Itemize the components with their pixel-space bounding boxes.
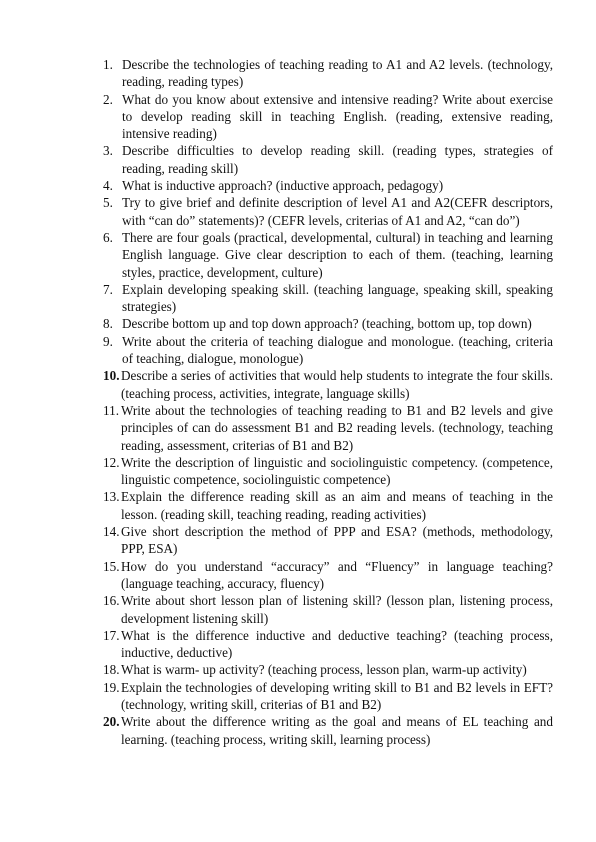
question-item-8: [103, 315, 553, 332]
question-number: 16.: [103, 593, 120, 609]
question-item-2: [103, 91, 553, 143]
question-number: 17.: [103, 627, 120, 643]
question-item-9: [103, 333, 553, 368]
question-item-20: [103, 713, 553, 748]
question-item-18: [103, 661, 553, 678]
question-number: 18.: [103, 662, 120, 678]
question-number: 2.: [103, 91, 113, 107]
question-text: Try to give brief and definite description of level A1 and A2(CEFR descriptors, with “can do” statements)? (CEFR levels, criterias of A1 and A2, “can do”): [122, 195, 553, 228]
question-text: Explain developing speaking skill. (teaching language, speaking skill, speaking strategies): [122, 281, 553, 315]
question-item-10: [103, 367, 553, 402]
question-number: 12.: [103, 454, 120, 470]
question-item-19: [103, 679, 553, 714]
question-item-1: [103, 56, 553, 91]
question-item-6: [103, 229, 553, 281]
question-text: There are four goals (practical, developmental, cultural) in teaching and learning English language. Give clear description to each of them. (teaching, learning styles, practice, development, culture): [122, 229, 553, 280]
question-text: Describe bottom up and top down approach? (teaching, bottom up, top down): [122, 316, 532, 332]
question-text: Write about the difference writing as the goal and means of EL teaching and learning. (teaching process, writing skill, learning process): [121, 714, 553, 747]
question-item-5: [103, 194, 553, 229]
question-number: 11.: [103, 402, 119, 418]
question-text: Write the description of linguistic and sociolinguistic competency. (competence, linguistic competence, sociolinguistic competence): [121, 454, 553, 488]
question-number: 1.: [103, 57, 113, 72]
question-text: Give short description the method of PPP and ESA? (methods, methodology, PPP, ESA): [121, 524, 553, 557]
question-text: Explain the difference reading skill as an aim and means of teaching in the lesson. (reading skill, teaching reading, reading activities): [121, 489, 553, 522]
question-item-3: [103, 142, 553, 177]
question-number: 5.: [103, 195, 113, 211]
question-text: What is inductive approach? (inductive approach, pedagogy): [122, 178, 444, 194]
question-item-13: [103, 488, 553, 523]
question-number: 7.: [103, 281, 113, 297]
question-item-7: [103, 281, 553, 316]
question-number: 10.: [103, 368, 120, 384]
question-list: [103, 56, 553, 748]
question-text: Describe difficulties to develop reading skill. (reading types, strategies of reading, reading skill): [122, 143, 553, 176]
question-number: 6.: [103, 229, 113, 245]
question-item-11: [103, 402, 553, 454]
question-number: 15.: [103, 558, 120, 574]
question-item-14: [103, 523, 553, 558]
question-number: 14.: [103, 524, 120, 540]
question-text: What do you know about extensive and intensive reading? Write about exercise to develop reading skill in teaching English. (reading, extensive reading, intensive reading): [122, 91, 553, 142]
question-number: 20.: [103, 714, 120, 730]
question-number: 19.: [103, 679, 120, 695]
question-item-17: [103, 627, 553, 662]
question-item-4: [103, 177, 553, 194]
question-number: 4.: [103, 178, 113, 194]
question-number: 8.: [103, 316, 113, 332]
question-text: Write about short lesson plan of listening skill? (lesson plan, listening process, development listening skill): [121, 593, 553, 626]
question-text: What is the difference inductive and deductive teaching? (teaching process, inductive, deductive): [121, 627, 553, 661]
question-text: Explain the technologies of developing writing skill to B1 and B2 levels in EFT? (technology, writing skill, criterias of B1 and B2): [121, 679, 553, 712]
question-number: 9.: [103, 333, 113, 349]
question-text: Describe the technologies of teaching reading to A1 and A2 levels. (technology, reading, reading types): [122, 57, 553, 90]
question-item-12: [103, 454, 553, 489]
question-item-15: [103, 558, 553, 593]
question-text: What is warm- up activity? (teaching process, lesson plan, warm-up activity): [121, 662, 527, 678]
question-text: Write about the technologies of teaching reading to B1 and B2 levels and give principles of can do assessment B1 and B2 reading levels. (technology, teaching reading, assessment, criterias of B1 and B2): [121, 402, 553, 453]
question-number: 3.: [103, 143, 113, 159]
question-text: Write about the criteria of teaching dialogue and monologue. (teaching, criteria of teaching, dialogue, monologue): [122, 333, 553, 367]
question-text: How do you understand “accuracy” and “Fluency” in language teaching? (language teaching, accuracy, fluency): [121, 558, 553, 591]
question-text: Describe a series of activities that would help students to integrate the four skills. (teaching process, activities, integrate, language skills): [121, 368, 553, 401]
question-number: 13.: [103, 489, 120, 505]
question-item-16: [103, 592, 553, 627]
